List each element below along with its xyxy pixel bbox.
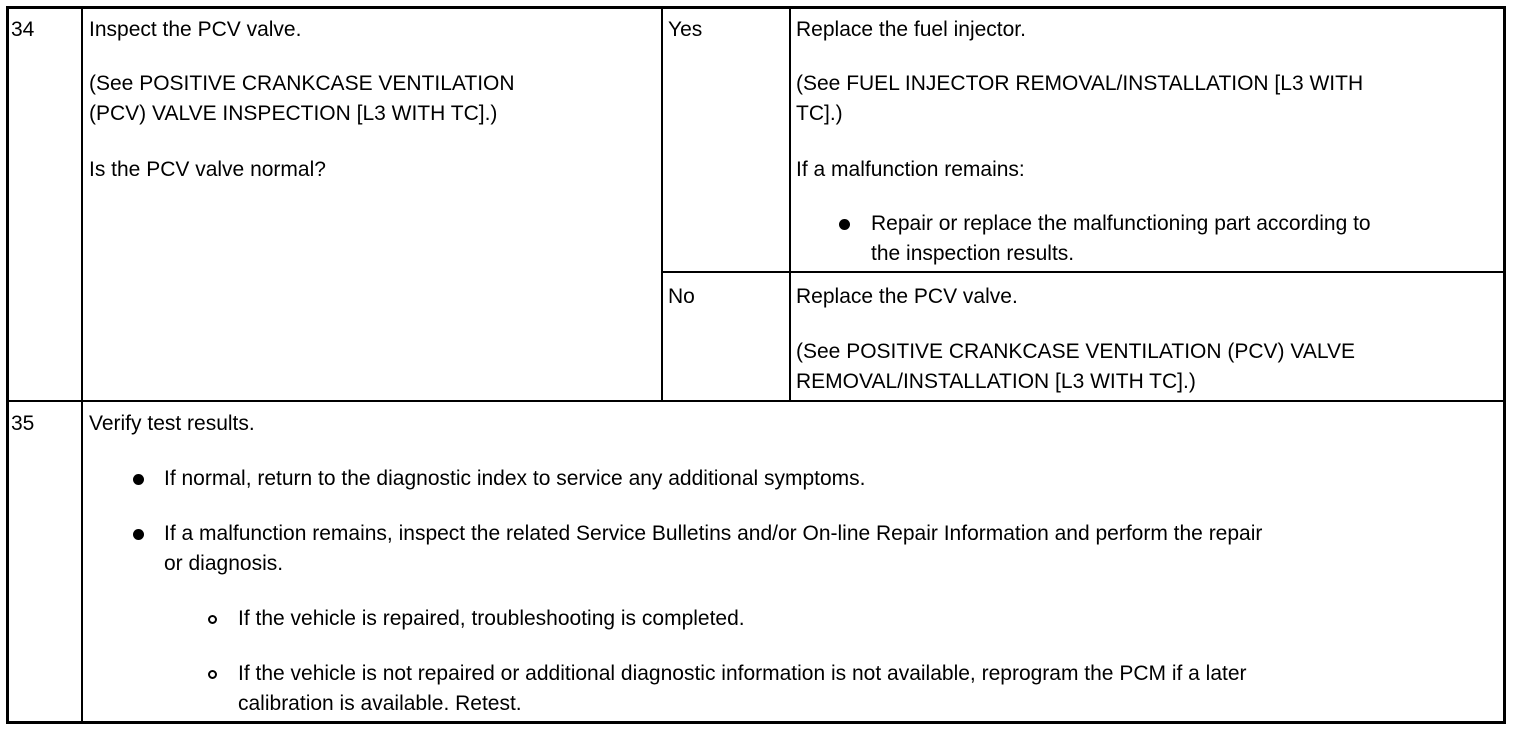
verify-bullet-2-line-1: If a malfunction remains, inspect the related Service Bulletins and/or On-line Repair Information and perform the repair (164, 522, 1263, 545)
yes-reference-line-2: TC].) (796, 102, 843, 125)
verify-bullet-1: If normal, return to the diagnostic index to service any additional symptoms. (164, 467, 866, 490)
action-title-35: Verify test results. (89, 412, 255, 435)
row-divider-yes-no (661, 271, 1506, 273)
no-reference-line-1: (See POSITIVE CRANKCASE VENTILATION (PCV) VALVE (796, 340, 1355, 363)
no-reference-line-2: REMOVAL/INSTALLATION [L3 WITH TC].) (796, 370, 1196, 393)
verify-bullet-2-line-2: or diagnosis. (164, 552, 284, 575)
verify-sub-bullet-2-line-1: If the vehicle is not repaired or additional diagnostic information is not available, reprogram the PCM if a later (238, 662, 1247, 685)
yes-malfunction-note: If a malfunction remains: (796, 158, 1025, 181)
answer-no: No (668, 285, 695, 308)
answer-yes: Yes (668, 18, 703, 41)
action-question-34: Is the PCV valve normal? (89, 158, 326, 181)
no-result-title: Replace the PCV valve. (796, 285, 1018, 308)
action-reference-line-2: (PCV) VALVE INSPECTION [L3 WITH TC].) (89, 102, 498, 125)
yes-bullet-line-2: the inspection results. (871, 242, 1075, 265)
verify-sub-bullet-2-line-2: calibration is available. Retest. (238, 692, 522, 715)
verify-sub-bullet-1: If the vehicle is repaired, troubleshooting is completed. (238, 607, 745, 630)
col-divider-action (661, 6, 663, 401)
row-divider-34-35 (6, 400, 1506, 402)
sub-bullet-icon (208, 615, 217, 624)
yes-result-title: Replace the fuel injector. (796, 18, 1026, 41)
yes-reference-line-1: (See FUEL INJECTOR REMOVAL/INSTALLATION [L3 WITH (796, 72, 1364, 95)
col-divider-result (789, 6, 791, 401)
action-reference-line-1: (See POSITIVE CRANKCASE VENTILATION (89, 72, 515, 95)
sub-bullet-icon (208, 670, 217, 679)
col-divider-step (81, 6, 83, 724)
bullet-icon (839, 219, 850, 230)
step-number-35: 35 (11, 412, 35, 435)
bullet-icon (133, 529, 144, 540)
action-title-34: Inspect the PCV valve. (89, 18, 302, 41)
step-number-34: 34 (11, 18, 35, 41)
bullet-icon (133, 474, 144, 485)
yes-bullet-line-1: Repair or replace the malfunctioning part according to (871, 212, 1371, 235)
